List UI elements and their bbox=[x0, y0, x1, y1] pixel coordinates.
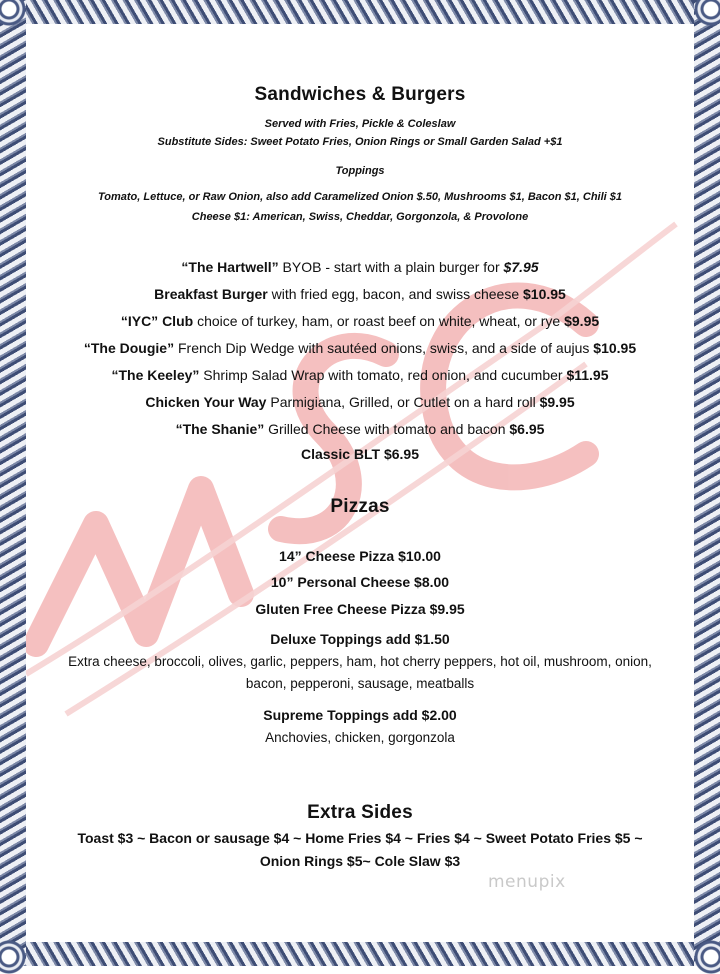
menu-item bbox=[12, 259, 708, 275]
supreme-toppings-list: Anchovies, chicken, gorgonzola bbox=[265, 730, 455, 745]
cheese-line: Cheese $1: American, Swiss, Cheddar, Gorgonzola, & Provolone bbox=[191, 211, 529, 223]
item-price: $9.95 bbox=[539, 394, 575, 410]
menu-content bbox=[26, 24, 694, 942]
rope-border-bottom bbox=[0, 942, 720, 966]
item-name: Chicken Your Way bbox=[145, 394, 267, 410]
item-name: Classic BLT bbox=[300, 446, 381, 462]
deluxe-toppings-title: Deluxe Toppings add $1.50 bbox=[270, 631, 450, 647]
supreme-toppings-title: Supreme Toppings add $2.00 bbox=[263, 707, 457, 723]
menu-item bbox=[12, 394, 708, 410]
menu-item bbox=[12, 340, 708, 356]
item-description: Parmigiana, Grilled, or Cutlet on a hard roll bbox=[266, 394, 540, 410]
item-description: BYOB - start with a plain burger for bbox=[278, 259, 504, 275]
item-description: Shrimp Salad Wrap with tomato, red onion, and cucumber bbox=[199, 367, 567, 383]
item-name: Breakfast Burger bbox=[154, 286, 268, 302]
item-price: $7.95 bbox=[503, 259, 539, 275]
item-name: “The Shanie” bbox=[175, 421, 265, 437]
deluxe-toppings-list: Extra cheese, broccoli, olives, garlic, peppers, ham, hot cherry peppers, hot oil, mushroom, onion, bbox=[68, 654, 652, 669]
extra-sides-list: Onion Rings $5~ Cole Slaw $3 bbox=[259, 853, 461, 869]
served-with-note: Served with Fries, Pickle & Coleslaw bbox=[264, 118, 456, 130]
item-price: $10.95 bbox=[593, 340, 637, 356]
menu-item bbox=[12, 446, 708, 462]
pizza-item: Gluten Free Cheese Pizza $9.95 bbox=[255, 601, 465, 617]
item-price: $6.95 bbox=[509, 421, 545, 437]
section-title-sandwiches: Sandwiches & Burgers bbox=[254, 84, 466, 105]
item-price: $11.95 bbox=[566, 367, 609, 383]
substitute-sides-note: Substitute Sides: Sweet Potato Fries, Onion Rings or Small Garden Salad +$1 bbox=[157, 136, 563, 148]
item-price: $9.95 bbox=[564, 313, 600, 329]
rope-knot-icon bbox=[694, 940, 720, 974]
rope-border-top bbox=[0, 0, 720, 24]
item-name: “The Hartwell” bbox=[181, 259, 279, 275]
toppings-line: Tomato, Lettuce, or Raw Onion, also add Caramelized Onion $.50, Mushrooms $1, Bacon $1, Chili $1 bbox=[97, 191, 623, 203]
menu-item bbox=[12, 313, 708, 329]
item-name: “IYC” Club bbox=[120, 313, 194, 329]
item-price: $6.95 bbox=[383, 446, 420, 462]
extra-sides-list: Toast $3 ~ Bacon or sausage $4 ~ Home Fries $4 ~ Fries $4 ~ Sweet Potato Fries $5 ~ bbox=[77, 830, 643, 846]
section-title-extra-sides: Extra Sides bbox=[307, 802, 413, 823]
item-description: French Dip Wedge with sautéed onions, swiss, and a side of aujus bbox=[174, 340, 594, 356]
pizza-item: 10” Personal Cheese $8.00 bbox=[270, 574, 450, 590]
deluxe-toppings-list: bacon, pepperoni, sausage, meatballs bbox=[245, 676, 475, 691]
item-description: with fried egg, bacon, and swiss cheese bbox=[267, 286, 524, 302]
menu-item bbox=[12, 286, 708, 302]
menu-item bbox=[12, 421, 708, 437]
menu-sheet bbox=[26, 24, 694, 942]
item-name: “The Dougie” bbox=[83, 340, 175, 356]
menu-item bbox=[12, 367, 708, 383]
toppings-label: Toppings bbox=[335, 165, 385, 177]
item-name: “The Keeley” bbox=[111, 367, 200, 383]
item-description: Grilled Cheese with tomato and bacon bbox=[264, 421, 510, 437]
item-price: $10.95 bbox=[523, 286, 566, 302]
menupix-watermark: menupix bbox=[488, 872, 566, 892]
item-description: choice of turkey, ham, or roast beef on white, wheat, or rye bbox=[193, 313, 565, 329]
pizza-item: 14” Cheese Pizza $10.00 bbox=[279, 548, 441, 564]
section-title-pizzas: Pizzas bbox=[330, 496, 390, 517]
